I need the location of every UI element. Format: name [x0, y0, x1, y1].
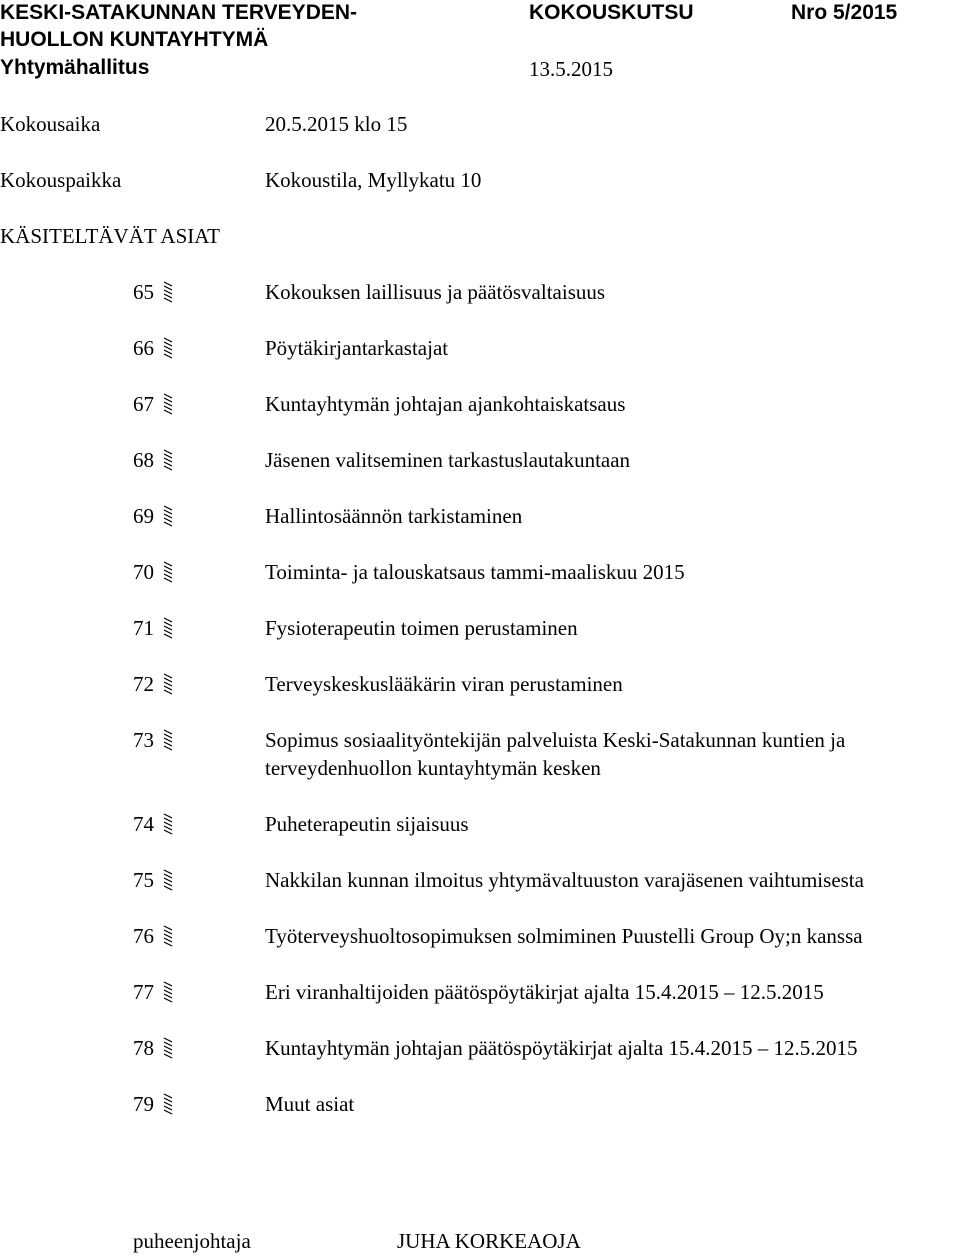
- agenda-item: [0, 278, 960, 306]
- agenda-item-number: 73: [133, 728, 154, 752]
- agenda-item: [0, 502, 960, 530]
- agenda-item-title: Pöytäkirjantarkastajat: [265, 336, 449, 360]
- agenda-item-title: Nakkilan kunnan ilmoitus yhtymävaltuuston varajäsenen vaihtumisesta: [265, 868, 864, 892]
- agenda-item: [0, 1034, 960, 1062]
- agenda-item-number: 67: [133, 392, 154, 416]
- meeting-place-value: Kokoustila, Myllykatu 10: [265, 168, 482, 192]
- agenda-item-title: Fysioterapeutin toimen perustaminen: [265, 616, 578, 640]
- section-sign-icon: [162, 1037, 174, 1059]
- agenda-item-number: 75: [133, 868, 154, 892]
- agenda-item-number: 70: [133, 560, 154, 584]
- meeting-time-label: Kokousaika: [0, 112, 101, 136]
- agenda-item-title: Muut asiat: [265, 1092, 355, 1116]
- agenda-item-number: 79: [133, 1092, 154, 1116]
- agenda-item: [0, 866, 960, 894]
- section-sign-icon: [162, 673, 174, 695]
- section-sign-icon: [162, 981, 174, 1003]
- signature-role: puheenjohtaja: [133, 1229, 251, 1253]
- agenda-item-title: Jäsenen valitseminen tarkastuslautakuntaan: [265, 448, 631, 472]
- agenda-item-number: 69: [133, 504, 154, 528]
- agenda-item-title: Kuntayhtymän johtajan ajankohtaiskatsaus: [265, 392, 626, 416]
- section-sign-icon: [162, 393, 174, 415]
- agenda-item-number: 65: [133, 280, 154, 304]
- signature-name: JUHA KORKEAOJA: [397, 1229, 581, 1253]
- agenda-item: [0, 614, 960, 642]
- agenda-item-title: Toiminta- ja talouskatsaus tammi-maaliskuu 2015: [265, 560, 685, 584]
- section-sign-icon: [162, 925, 174, 947]
- agenda-heading: KÄSITELTÄVÄT ASIAT: [0, 224, 220, 248]
- section-sign-icon: [162, 729, 174, 751]
- agenda-item: [0, 726, 960, 782]
- agenda-item: [0, 1090, 960, 1118]
- section-sign-icon: [162, 869, 174, 891]
- agenda-item: [0, 922, 960, 950]
- agenda-item-number: 76: [133, 924, 154, 948]
- organization-name-line2: HUOLLON KUNTAYHTYMÄ: [0, 28, 269, 51]
- agenda-item-title: Puheterapeutin sijaisuus: [265, 812, 469, 836]
- document-date: 13.5.2015: [529, 57, 613, 81]
- agenda-item-number: 77: [133, 980, 154, 1004]
- agenda-item-number: 78: [133, 1036, 154, 1060]
- agenda-item: [0, 978, 960, 1006]
- agenda-item-title: Kokouksen laillisuus ja päätösvaltaisuus: [265, 280, 606, 304]
- section-sign-icon: [162, 561, 174, 583]
- agenda-item-title: Eri viranhaltijoiden päätöspöytäkirjat ajalta 15.4.2015 – 12.5.2015: [265, 980, 824, 1004]
- section-sign-icon: [162, 281, 174, 303]
- document-type: KOKOUSKUTSU: [529, 1, 694, 24]
- agenda-item-number: 74: [133, 812, 154, 836]
- agenda-item: [0, 670, 960, 698]
- agenda-item: [0, 558, 960, 586]
- agenda-item-title: Kuntayhtymän johtajan päätöspöytäkirjat ajalta 15.4.2015 – 12.5.2015: [265, 1036, 858, 1060]
- agenda-item-number: 66: [133, 336, 154, 360]
- meeting-place-label: Kokouspaikka: [0, 168, 122, 192]
- agenda-item-title: Sopimus sosiaalityöntekijän palveluista Keski-Satakunnan kuntien ja: [265, 728, 846, 752]
- agenda-item: [0, 390, 960, 418]
- agenda-item-title: Työterveyshuoltosopimuksen solmiminen Puustelli Group Oy;n kanssa: [265, 924, 863, 948]
- agenda-item-number: 71: [133, 616, 154, 640]
- agenda-item: [0, 446, 960, 474]
- section-sign-icon: [162, 505, 174, 527]
- meeting-time-value: 20.5.2015 klo 15: [265, 112, 408, 136]
- document-number: Nro 5/2015: [791, 1, 898, 24]
- section-sign-icon: [162, 337, 174, 359]
- governing-body: Yhtymähallitus: [0, 56, 150, 79]
- agenda-item: [0, 810, 960, 838]
- agenda-item-number: 72: [133, 672, 154, 696]
- agenda-item-title-continued: terveydenhuollon kuntayhtymän kesken: [265, 756, 601, 780]
- agenda-item-title: Hallintosäännön tarkistaminen: [265, 504, 523, 528]
- agenda-item-title: Terveyskeskuslääkärin viran perustaminen: [265, 672, 623, 696]
- section-sign-icon: [162, 617, 174, 639]
- agenda-item: [0, 334, 960, 362]
- section-sign-icon: [162, 813, 174, 835]
- section-sign-icon: [162, 449, 174, 471]
- agenda-item-number: 68: [133, 448, 154, 472]
- section-sign-icon: [162, 1093, 174, 1115]
- organization-name-line1: KESKI-SATAKUNNAN TERVEYDEN-: [0, 1, 358, 24]
